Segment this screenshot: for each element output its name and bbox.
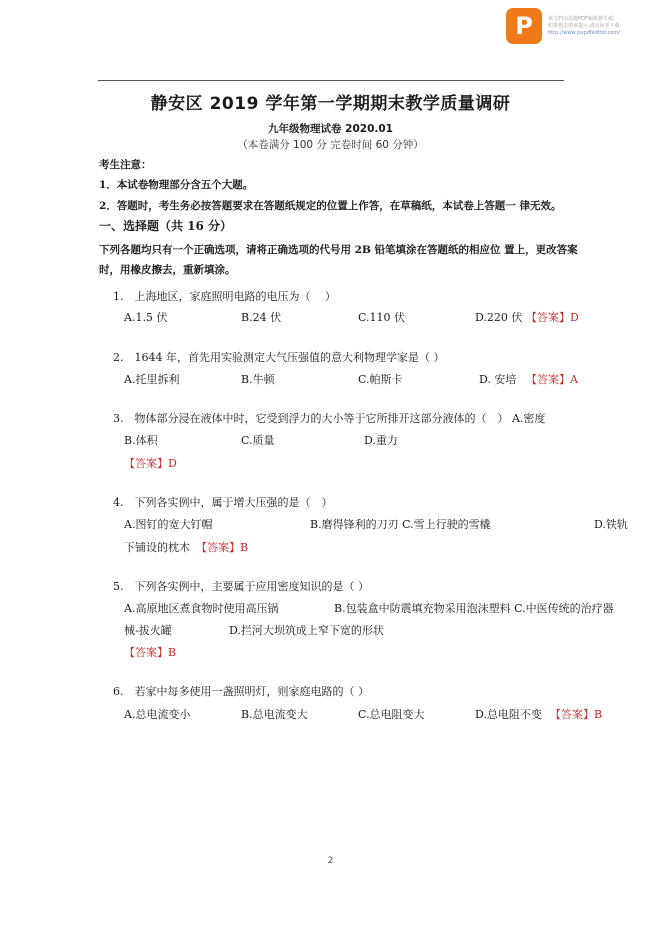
option: A.总电流变小	[124, 708, 191, 721]
option-continuation: 下铺设的枕木	[124, 541, 190, 554]
watermark-text	[548, 16, 658, 37]
question-stem: 3. 物体部分浸在液体中时，它受到浮力的大小等于它所排开这部分液体的（ ） A.密度	[113, 412, 546, 425]
section-instruction: 下列各题均只有一个正确选项，请将正确选项的代号用 2B 铅笔填涂在答题纸的相应位 置上，更改答案	[99, 244, 578, 256]
section-heading: 一、选择题（共 16 分）	[99, 219, 233, 233]
option: D.铁轨	[594, 518, 628, 531]
header-divider	[98, 80, 564, 81]
option: B.总电流变大	[241, 708, 308, 721]
watermark-line: 如果想去掉该提示,请访问并下载:	[548, 23, 622, 29]
notice-item: 2．答题时，考生务必按答题要求在答题纸规定的位置上作答，在草稿纸，本试卷上答题一 律无效。	[99, 200, 562, 212]
pdf-logo-icon	[506, 8, 542, 44]
option-continuation: 械-拔火罐	[124, 624, 172, 637]
notice-heading: 考生注意：	[99, 159, 152, 171]
answer: 【答案】D	[124, 457, 177, 470]
question-stem: 2. 1644 年，首先用实验测定大气压强值的意大利物理学家是（ ）	[113, 351, 445, 364]
option: D. 安培	[479, 373, 517, 386]
option: D.重力	[364, 434, 398, 447]
page-title: 静安区 2019 学年第一学期期末教学质量调研	[150, 94, 511, 114]
option: B.体积	[124, 434, 158, 447]
option: C.110 伏	[358, 311, 406, 324]
answer: 【答案】B	[124, 646, 177, 659]
option: C.总电阻变大	[358, 708, 425, 721]
option: C.质量	[241, 434, 275, 447]
section-instruction: 时，用橡皮擦去，重新填涂。	[99, 264, 236, 276]
option: A.高原地区煮食物时使用高压锅	[124, 602, 279, 615]
option: B.磨得锋利的刀刃 C.雪上行驶的雪橇	[310, 518, 491, 531]
watermark-link[interactable]: http://www.jsxpdfeditor.com/	[548, 30, 620, 36]
question-stem: 5. 下列各实例中，主要属于应用密度知识的是（ ）	[113, 580, 369, 593]
question-stem: 6. 若家中每多使用一盏照明灯，则家庭电路的（ ）	[113, 685, 369, 698]
option: B.牛顿	[241, 373, 275, 386]
question-stem: 4. 下列各实例中，属于增大压强的是（ ）	[113, 496, 333, 509]
page-number: 2	[327, 856, 334, 866]
logo-letter: P	[515, 12, 533, 40]
option: D.220 伏	[475, 311, 523, 324]
answer: 【答案】B	[550, 708, 603, 721]
answer: 【答案】A	[526, 373, 578, 386]
option: A.1.5 伏	[124, 311, 168, 324]
option: C.帕斯卡	[358, 373, 403, 386]
watermark	[506, 8, 656, 52]
option: B.包装盒中防震填充物采用泡沫塑料 C.中医传统的治疗器	[334, 602, 614, 615]
answer: 【答案】B	[196, 541, 249, 554]
watermark-line: 该文档由迅捷PDF编辑器生成,	[548, 16, 615, 22]
question-stem: 1. 上海地区，家庭照明电路的电压为（ ）	[113, 290, 336, 303]
paper-info: （本卷满分 100 分 完卷时间 60 分钟）	[237, 139, 424, 151]
option: B.24 伏	[241, 311, 282, 324]
option: A.托里拆利	[124, 373, 180, 386]
option: A.图钉的宽大钉帽	[124, 518, 213, 531]
notice-item: 1．本试卷物理部分含五个大题。	[99, 179, 254, 191]
answer: 【答案】D	[526, 311, 579, 324]
option: D.总电阻不变	[475, 708, 542, 721]
paper-subtitle: 九年级物理试卷 2020.01	[268, 123, 393, 135]
option: D.拦河大坝筑成上窄下宽的形状	[229, 624, 384, 637]
